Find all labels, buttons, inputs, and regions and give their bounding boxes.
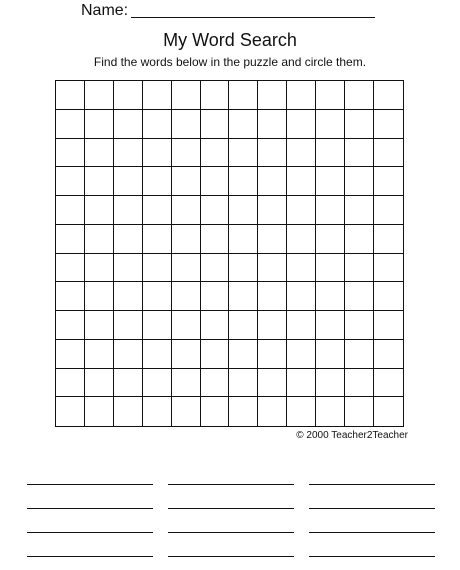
grid-cell[interactable]: [258, 110, 287, 139]
grid-cell[interactable]: [56, 340, 85, 369]
grid-cell[interactable]: [172, 225, 201, 254]
grid-cell[interactable]: [316, 196, 345, 225]
grid-cell[interactable]: [114, 282, 143, 311]
grid-cell[interactable]: [172, 340, 201, 369]
grid-cell[interactable]: [258, 196, 287, 225]
grid-cell[interactable]: [143, 225, 172, 254]
grid-cell[interactable]: [56, 167, 85, 196]
grid-cell[interactable]: [258, 81, 287, 110]
grid-cell[interactable]: [287, 369, 316, 398]
grid-cell[interactable]: [114, 369, 143, 398]
grid-cell[interactable]: [345, 225, 374, 254]
answer-line: [168, 556, 294, 557]
grid-cell[interactable]: [85, 254, 114, 283]
grid-cell[interactable]: [229, 397, 258, 426]
grid-cell[interactable]: [229, 167, 258, 196]
grid-cell[interactable]: [143, 196, 172, 225]
grid-cell[interactable]: [374, 81, 403, 110]
grid-cell[interactable]: [258, 340, 287, 369]
grid-cell[interactable]: [56, 311, 85, 340]
grid-cell[interactable]: [56, 397, 85, 426]
grid-cell[interactable]: [374, 254, 403, 283]
grid-cell[interactable]: [201, 167, 230, 196]
grid-cell[interactable]: [316, 225, 345, 254]
grid-cell[interactable]: [114, 225, 143, 254]
answer-line: [27, 532, 153, 533]
grid-cell[interactable]: [143, 81, 172, 110]
grid-cell[interactable]: [201, 196, 230, 225]
answer-line: [168, 508, 294, 509]
worksheet-title: My Word Search: [163, 30, 297, 50]
grid-cell[interactable]: [287, 196, 316, 225]
answer-line: [309, 556, 435, 557]
grid-cell[interactable]: [287, 397, 316, 426]
grid-cell[interactable]: [374, 110, 403, 139]
grid-cell[interactable]: [229, 282, 258, 311]
grid-cell[interactable]: [287, 81, 316, 110]
grid-cell[interactable]: [316, 110, 345, 139]
grid-cell[interactable]: [345, 311, 374, 340]
grid-cell[interactable]: [374, 225, 403, 254]
grid-cell[interactable]: [85, 167, 114, 196]
grid-cell[interactable]: [114, 254, 143, 283]
grid-cell[interactable]: [287, 110, 316, 139]
grid-cell[interactable]: [143, 110, 172, 139]
grid-cell[interactable]: [143, 167, 172, 196]
grid-cell[interactable]: [345, 139, 374, 168]
grid-cell[interactable]: [56, 225, 85, 254]
grid-cell[interactable]: [201, 139, 230, 168]
grid-cell[interactable]: [374, 340, 403, 369]
copyright-notice: © 2000 Teacher2Teacher: [296, 430, 408, 441]
grid-cell[interactable]: [345, 196, 374, 225]
grid-cell[interactable]: [56, 110, 85, 139]
grid-cell[interactable]: [345, 340, 374, 369]
grid-cell[interactable]: [143, 282, 172, 311]
grid-cell[interactable]: [85, 369, 114, 398]
grid-cell[interactable]: [229, 139, 258, 168]
grid-cell[interactable]: [316, 340, 345, 369]
grid-cell[interactable]: [85, 282, 114, 311]
grid-cell[interactable]: [258, 311, 287, 340]
grid-cell[interactable]: [143, 397, 172, 426]
instructions: Find the words below in the puzzle and circle them.: [93, 55, 367, 69]
grid-cell[interactable]: [56, 81, 85, 110]
grid-cell[interactable]: [143, 139, 172, 168]
grid-cell[interactable]: [56, 282, 85, 311]
answer-line: [168, 484, 294, 485]
grid-cell[interactable]: [56, 369, 85, 398]
grid-cell[interactable]: [85, 225, 114, 254]
grid-cell[interactable]: [143, 311, 172, 340]
grid-cell[interactable]: [56, 139, 85, 168]
grid-cell[interactable]: [345, 397, 374, 426]
grid-cell[interactable]: [201, 340, 230, 369]
grid-cell[interactable]: [114, 196, 143, 225]
answer-line: [309, 532, 435, 533]
grid-cell[interactable]: [56, 254, 85, 283]
grid-cell[interactable]: [172, 282, 201, 311]
grid-cell[interactable]: [345, 167, 374, 196]
grid-cell[interactable]: [258, 167, 287, 196]
word-search-grid: [55, 80, 404, 427]
grid-cell[interactable]: [287, 282, 316, 311]
grid-cell[interactable]: [374, 311, 403, 340]
grid-cell[interactable]: [316, 139, 345, 168]
grid-cell[interactable]: [374, 139, 403, 168]
grid-cell[interactable]: [172, 110, 201, 139]
grid-cell[interactable]: [229, 311, 258, 340]
grid-cell[interactable]: [85, 397, 114, 426]
grid-cell[interactable]: [172, 139, 201, 168]
grid-cell[interactable]: [258, 397, 287, 426]
grid-cell[interactable]: [258, 139, 287, 168]
grid-cell[interactable]: [287, 254, 316, 283]
grid-cell[interactable]: [172, 254, 201, 283]
grid-cell[interactable]: [258, 282, 287, 311]
grid-cell[interactable]: [229, 196, 258, 225]
grid-cell[interactable]: [287, 340, 316, 369]
grid-cell[interactable]: [316, 282, 345, 311]
answer-line: [27, 484, 153, 485]
grid-cell[interactable]: [345, 369, 374, 398]
grid-cell[interactable]: [258, 369, 287, 398]
grid-cell[interactable]: [374, 167, 403, 196]
grid-cell[interactable]: [374, 369, 403, 398]
grid-cell[interactable]: [201, 369, 230, 398]
grid-cell[interactable]: [85, 311, 114, 340]
grid-cell[interactable]: [316, 81, 345, 110]
grid-cell[interactable]: [85, 196, 114, 225]
grid-cell[interactable]: [114, 340, 143, 369]
grid-cell[interactable]: [229, 340, 258, 369]
grid-cell[interactable]: [201, 282, 230, 311]
grid-cell[interactable]: [201, 81, 230, 110]
grid-cell[interactable]: [172, 311, 201, 340]
grid-cell[interactable]: [287, 139, 316, 168]
grid-cell[interactable]: [143, 340, 172, 369]
grid-cell[interactable]: [114, 110, 143, 139]
grid-cell[interactable]: [287, 225, 316, 254]
grid-cell[interactable]: [345, 254, 374, 283]
grid-cell[interactable]: [143, 369, 172, 398]
grid-cell[interactable]: [201, 225, 230, 254]
name-line: [131, 17, 375, 18]
grid-cell[interactable]: [172, 81, 201, 110]
grid-cell[interactable]: [114, 311, 143, 340]
grid-cell[interactable]: [229, 369, 258, 398]
grid-cell[interactable]: [258, 225, 287, 254]
name-label: Name:: [81, 2, 129, 19]
grid-cell[interactable]: [114, 139, 143, 168]
grid-cell[interactable]: [374, 196, 403, 225]
grid-cell[interactable]: [229, 81, 258, 110]
answer-line: [168, 532, 294, 533]
grid-cell[interactable]: [172, 196, 201, 225]
grid-cell[interactable]: [201, 311, 230, 340]
grid-cell[interactable]: [114, 397, 143, 426]
answer-line: [27, 508, 153, 509]
grid-cell[interactable]: [374, 282, 403, 311]
grid-cell[interactable]: [374, 397, 403, 426]
grid-cell[interactable]: [345, 110, 374, 139]
grid-cell[interactable]: [345, 282, 374, 311]
answer-line: [309, 508, 435, 509]
grid-cell[interactable]: [229, 110, 258, 139]
grid-cell[interactable]: [229, 254, 258, 283]
grid-cell[interactable]: [114, 167, 143, 196]
grid-cell[interactable]: [201, 397, 230, 426]
grid-cell[interactable]: [229, 225, 258, 254]
grid-cell[interactable]: [258, 254, 287, 283]
grid-cell[interactable]: [85, 81, 114, 110]
grid-cell[interactable]: [56, 196, 85, 225]
grid-cell[interactable]: [85, 110, 114, 139]
grid-cell[interactable]: [85, 139, 114, 168]
grid-cell[interactable]: [316, 167, 345, 196]
grid-cell[interactable]: [316, 311, 345, 340]
grid-cell[interactable]: [316, 254, 345, 283]
grid-cell[interactable]: [172, 369, 201, 398]
grid-cell[interactable]: [316, 369, 345, 398]
answer-line: [309, 484, 435, 485]
grid-cell[interactable]: [143, 254, 172, 283]
grid-cell[interactable]: [172, 167, 201, 196]
grid-cell[interactable]: [287, 311, 316, 340]
grid-cell[interactable]: [316, 397, 345, 426]
answer-line: [27, 556, 153, 557]
grid-cell[interactable]: [201, 110, 230, 139]
grid-cell[interactable]: [85, 340, 114, 369]
grid-cell[interactable]: [172, 397, 201, 426]
grid-cell[interactable]: [114, 81, 143, 110]
grid-cell[interactable]: [201, 254, 230, 283]
grid-cell[interactable]: [345, 81, 374, 110]
grid-cell[interactable]: [287, 167, 316, 196]
